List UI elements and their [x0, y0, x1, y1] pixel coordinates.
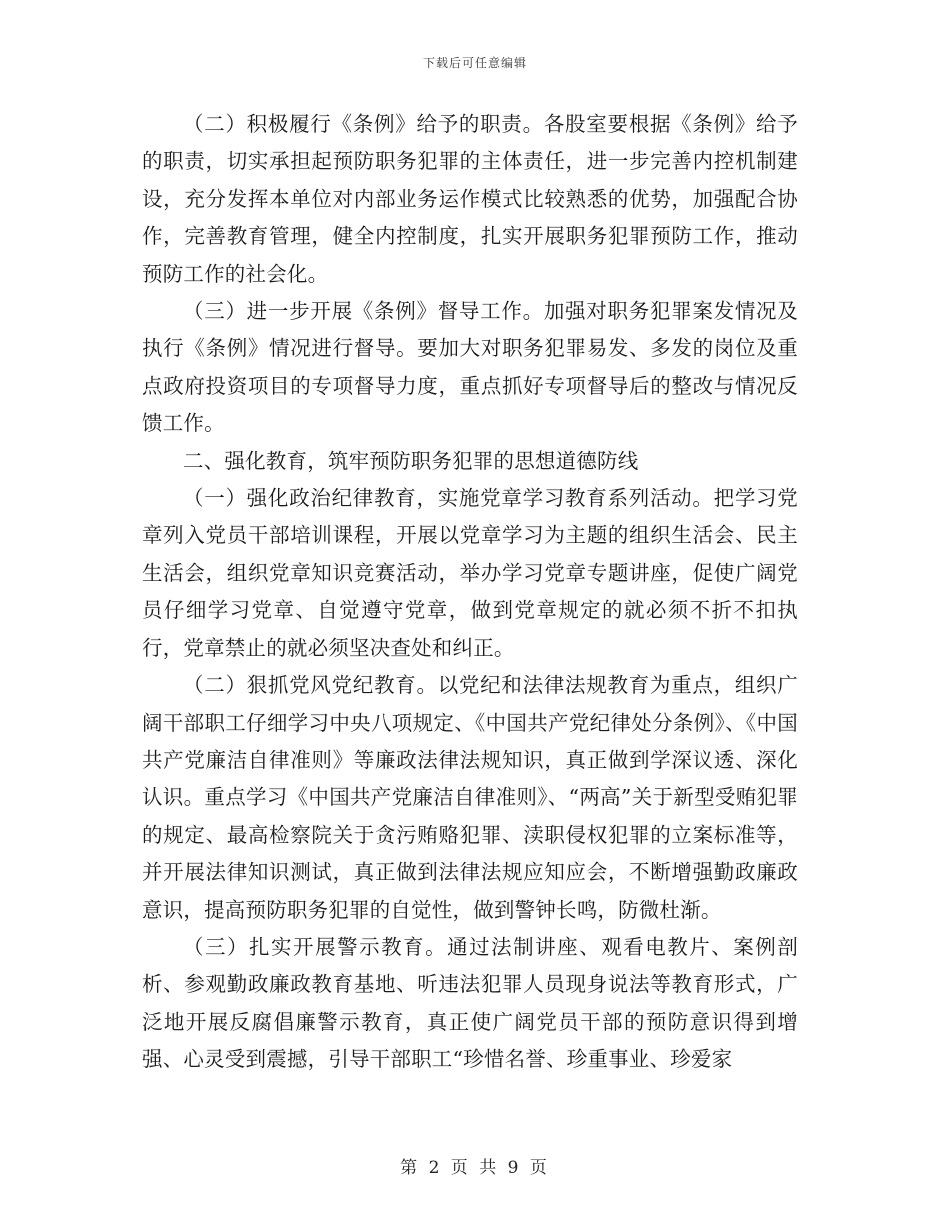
paragraph-duties: （二）积极履行《条例》给予的职责。各股室要根据《条例》给予的职责，切实承担起预防职务犯罪的主体责任，进一步完善内控机制建设，充分发挥本单位对内部业务运作模式比较熟悉的优势，加强配合协作，完善教育管理，健全内控制度，扎实开展职务犯罪预防工作，推动预防工作的社会化。: [142, 112, 798, 286]
paragraph-warning-education: （三）扎实开展警示教育。通过法制讲座、观看电教片、案例剖析、参观勤政廉政教育基地、听违法犯罪人员现身说法等教育形式，广泛地开展反腐倡廉警示教育，真正使广阔党员干部的预防意识得到增强、心灵受到震撼，引导干部职工“珍惜名誉、珍重事业、珍爱家: [142, 934, 798, 1072]
document-body: [142, 106, 798, 1079]
paragraph-party-conduct: （二）狠抓党风党纪教育。以党纪和法律法规教育为重点，组织广阔干部职工仔细学习中央八项规定、《中国共产党纪律处分条例》、《中国共产党廉洁自律准则》等廉政法律法规知识，真正做到学深议透、深化认识。重点学习《中国共产党廉洁自律准则》、“两高”关于新型受贿犯罪的规定、最高检察院关于贪污贿赂犯罪、渎职侵权犯罪的立案标准等，并开展法律知识测试，真正做到法律法规应知应会，不断增强勤政廉政意识，提高预防职务犯罪的自觉性，做到警钟长鸣，防微杜渐。: [142, 673, 798, 922]
page-header: 下载后可任意编辑: [422, 56, 527, 70]
paragraph-political-discipline: （一）强化政治纪律教育，实施党章学习教育系列活动。把学习党章列入党员干部培训课程，开展以党章学习为主题的组织生活会、民主生活会，组织党章知识竞赛活动，举办学习党章专题讲座，促使广阔党员仔细学习党章、自觉遵守党章，做到党章规定的就必须不折不扣执行，党章禁止的就必须坚决查处和纠正。: [142, 486, 798, 660]
section-heading-education: 二、强化教育，筑牢预防职务犯罪的思想道德防线: [183, 448, 639, 473]
paragraph-supervision: （三）进一步开展《条例》督导工作。加强对职务犯罪案发情况及执行《条例》情况进行督导。要加大对职务犯罪易发、多发的岗位及重点政府投资项目的专项督导力度，重点抓好专项督导后的整改与情况反馈工作。: [142, 299, 798, 436]
page-number: 第 2 页 共 9 页: [400, 1158, 550, 1178]
